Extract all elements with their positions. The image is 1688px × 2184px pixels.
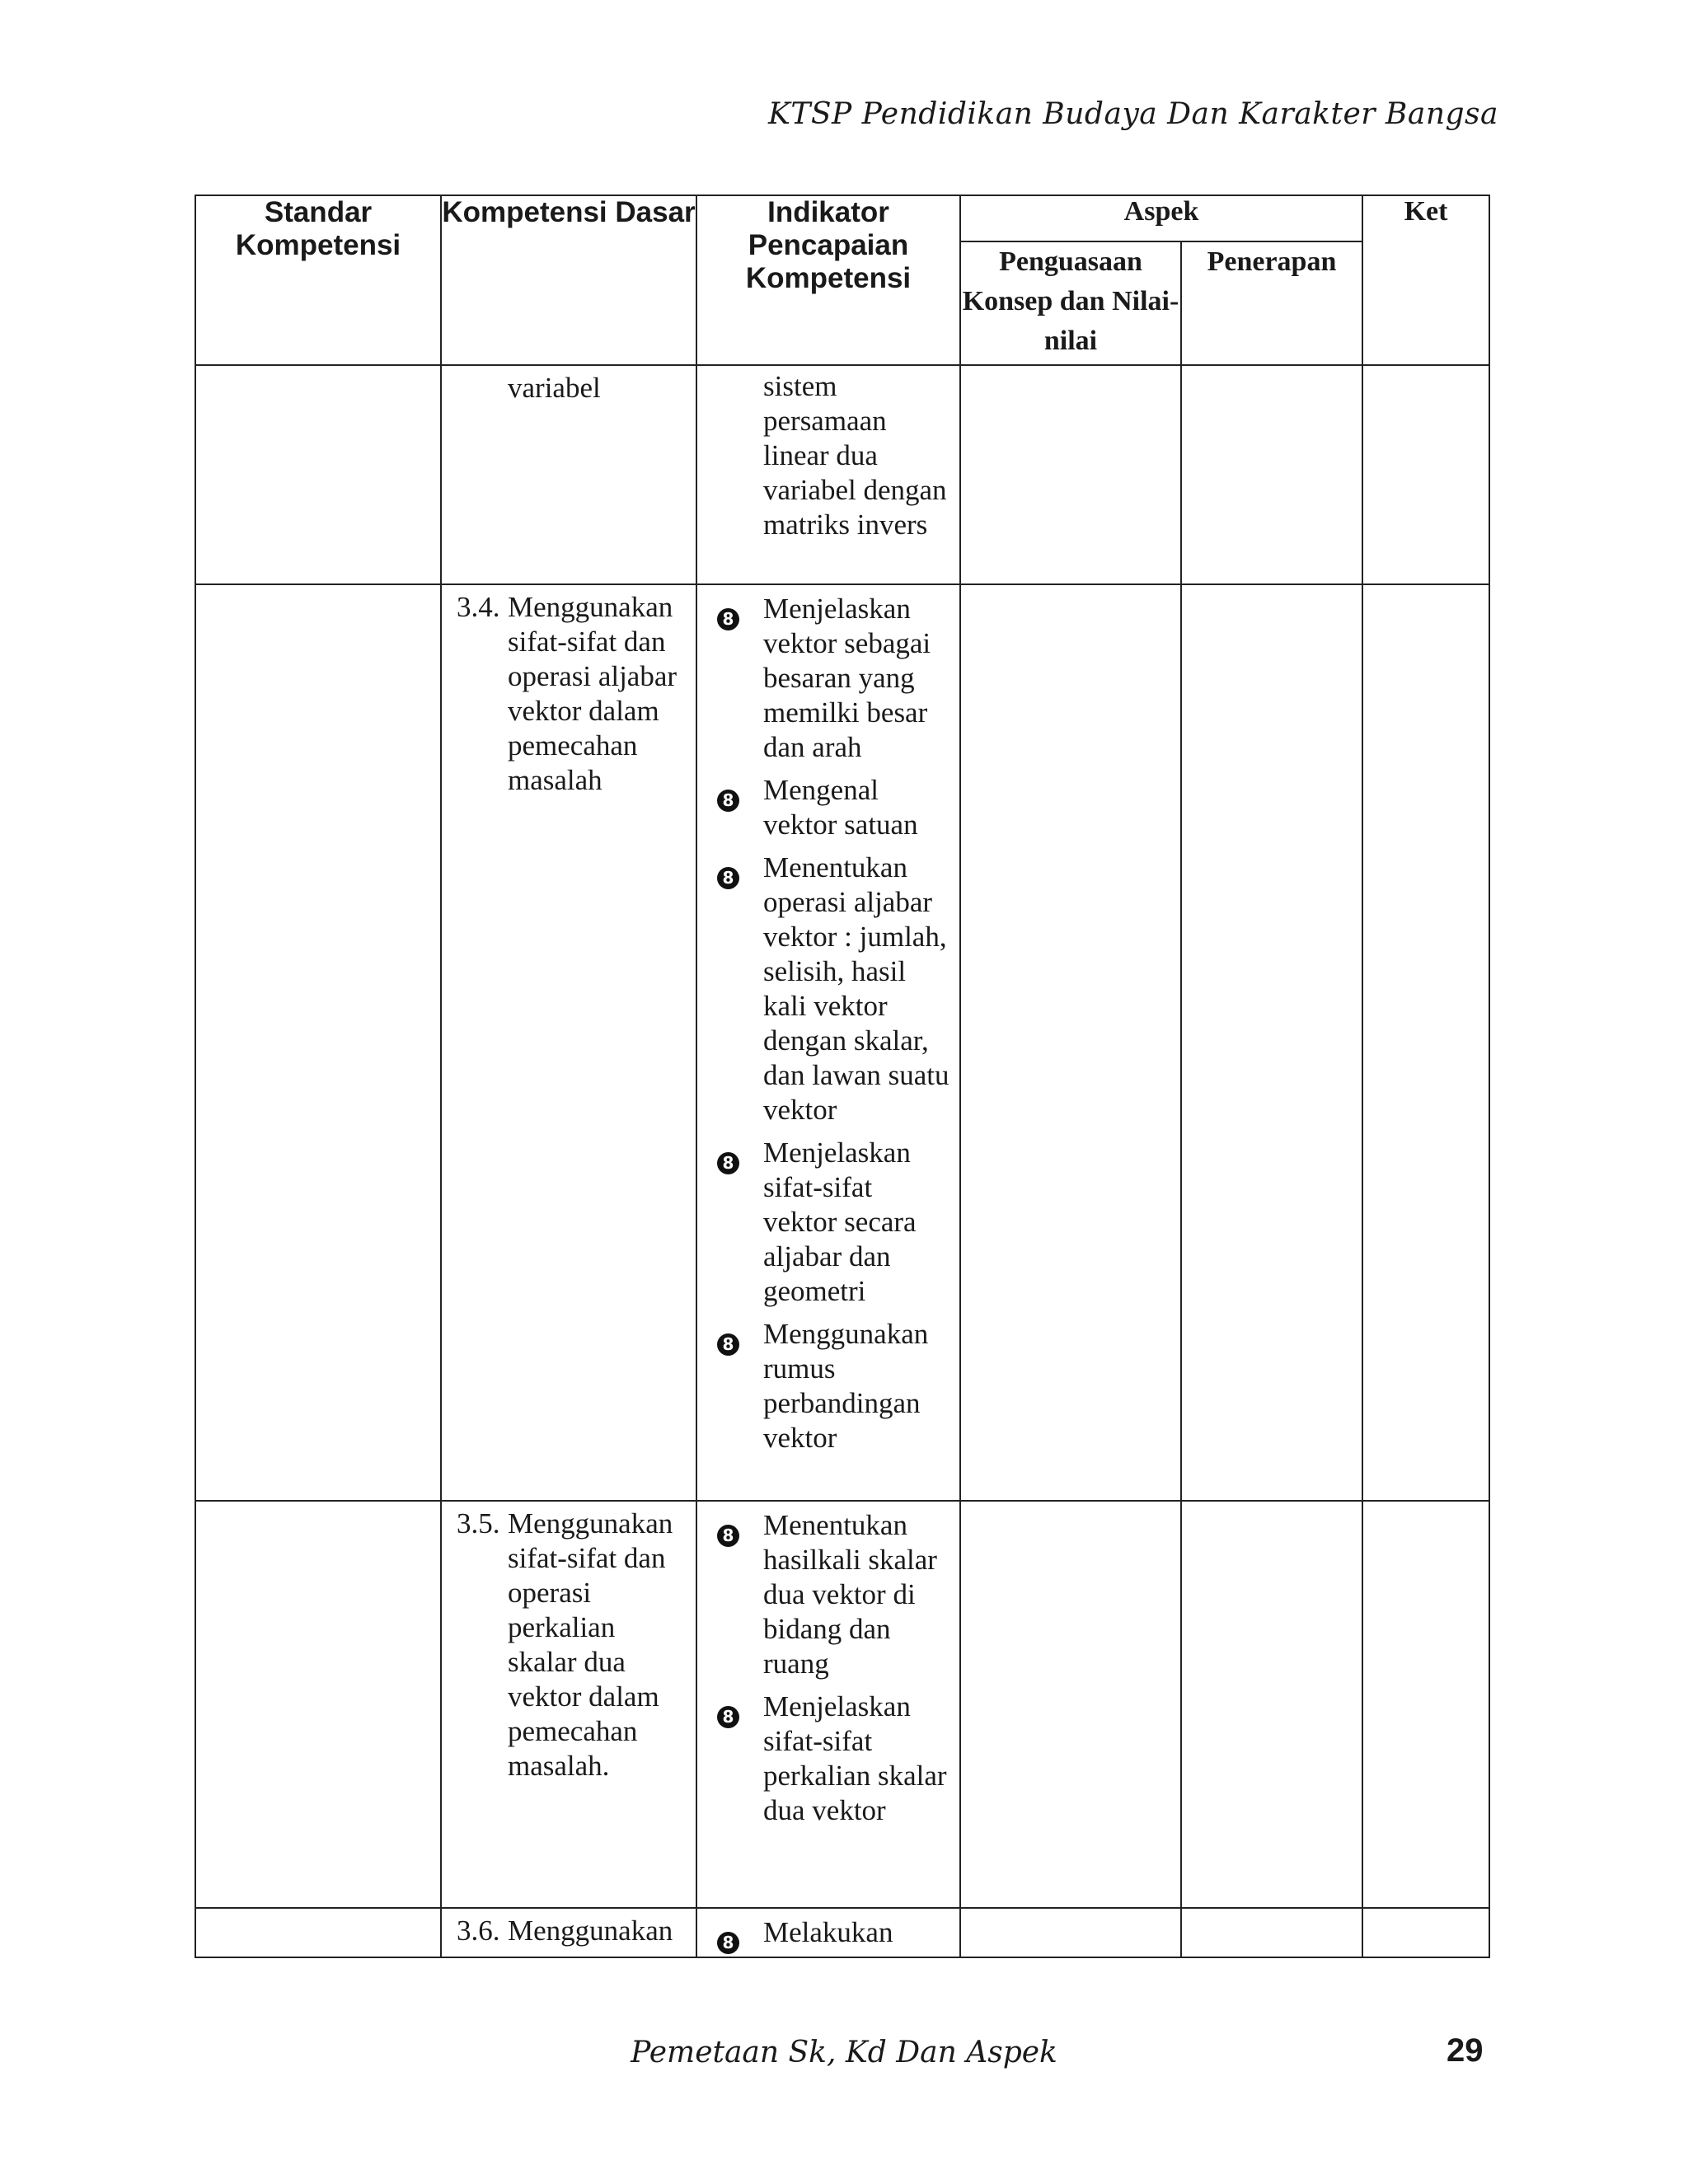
list-item: 8 Menjelaskan sifat-sifat perkalian skalar dua vektor [717, 1690, 951, 1828]
header-aspek: Aspek [960, 195, 1362, 241]
cell-kd [441, 365, 696, 584]
list-item: 8 Menentukan operasi aljabar vektor : jumlah, selisih, hasil kali vektor dengan skalar, dan lawan suatu vektor [717, 851, 951, 1127]
header-kompetensi-dasar: Kompetensi Dasar [441, 195, 696, 365]
bullet-icon: 8 [717, 1525, 739, 1547]
competency-mapping-table [195, 194, 1490, 1958]
list-item: 8 Mengenal vektor satuan [717, 773, 951, 842]
list-item: 8 Menjelaskan sifat-sifat vektor secara aljabar dan geometri [717, 1136, 951, 1309]
kd-text: Menggunakan sifat-sifat dan operasi perkalian skalar dua vektor dalam pemecahan masalah. [508, 1507, 673, 1782]
list-item: 8 Menjelaskan vektor sebagai besaran yang memilki besar dan arah [717, 592, 951, 765]
cell-standar [195, 1908, 441, 1957]
kd-number: 3.6. [457, 1915, 500, 1947]
cell-indikator [696, 1501, 960, 1908]
cell-standar [195, 1501, 441, 1908]
table-row [195, 365, 1489, 584]
cell-ket [1362, 1908, 1489, 1957]
list-item: 8 Menentukan hasilkali skalar dua vektor di bidang dan ruang [717, 1508, 951, 1681]
page-number: 29 [1447, 2032, 1484, 2069]
list-item: 8 Melakukan [717, 1915, 951, 1957]
bullet-icon: 8 [717, 1333, 739, 1356]
cell-ket [1362, 584, 1489, 1501]
list-item: 8 Menggunakan rumus perbandingan vektor [717, 1317, 951, 1455]
header-standar-kompetensi: Standar Kompetensi [195, 195, 441, 365]
cell-indikator [696, 1908, 960, 1957]
cell-penerapan [1181, 365, 1362, 584]
kd-number: 3.4. [457, 591, 500, 623]
cell-kd [441, 1908, 696, 1957]
indikator-list [697, 1909, 959, 1957]
cell-indikator [696, 584, 960, 1501]
kd-text: Menggunakan sifat-sifat dan operasi aljabar vektor dalam pemecahan masalah [508, 591, 678, 796]
table-row [195, 1908, 1489, 1957]
cell-standar [195, 584, 441, 1501]
cell-penguasaan [960, 584, 1181, 1501]
cell-indikator [696, 365, 960, 584]
indikator-text: sistem persamaan linear dua variabel dengan matriks invers [763, 370, 947, 541]
kd-text: Menggunakan [508, 1915, 673, 1947]
bullet-icon: 8 [717, 1152, 739, 1174]
cell-kd [441, 584, 696, 1501]
cell-standar [195, 365, 441, 584]
cell-penerapan [1181, 1908, 1362, 1957]
cell-penguasaan [960, 1501, 1181, 1908]
header-indikator: Indikator Pencapaian Kompetensi [696, 195, 960, 365]
header-penguasaan-konsep: Penguasaan Konsep dan Nilai-nilai [960, 241, 1181, 365]
footer-title: Pemetaan Sk, Kd Dan Aspek [631, 2036, 1057, 2069]
kd-text: variabel [508, 372, 601, 404]
indikator-list [697, 585, 959, 1455]
cell-penerapan [1181, 1501, 1362, 1908]
cell-penerapan [1181, 584, 1362, 1501]
cell-ket [1362, 365, 1489, 584]
bullet-icon: 8 [717, 790, 739, 812]
bullet-icon: 8 [717, 1932, 739, 1954]
table-row [195, 1501, 1489, 1908]
header-penerapan: Penerapan [1181, 241, 1362, 365]
cell-ket [1362, 1501, 1489, 1908]
cell-penguasaan [960, 1908, 1181, 1957]
bullet-icon: 8 [717, 608, 739, 630]
header-ket: Ket [1362, 195, 1489, 365]
table-row [195, 584, 1489, 1501]
cell-penguasaan [960, 365, 1181, 584]
indikator-list [697, 1502, 959, 1828]
cell-kd [441, 1501, 696, 1908]
running-header: KTSP Pendidikan Budaya Dan Karakter Bangsa [767, 97, 1498, 131]
bullet-icon: 8 [717, 1706, 739, 1728]
bullet-icon: 8 [717, 867, 739, 889]
kd-number: 3.5. [457, 1507, 500, 1540]
